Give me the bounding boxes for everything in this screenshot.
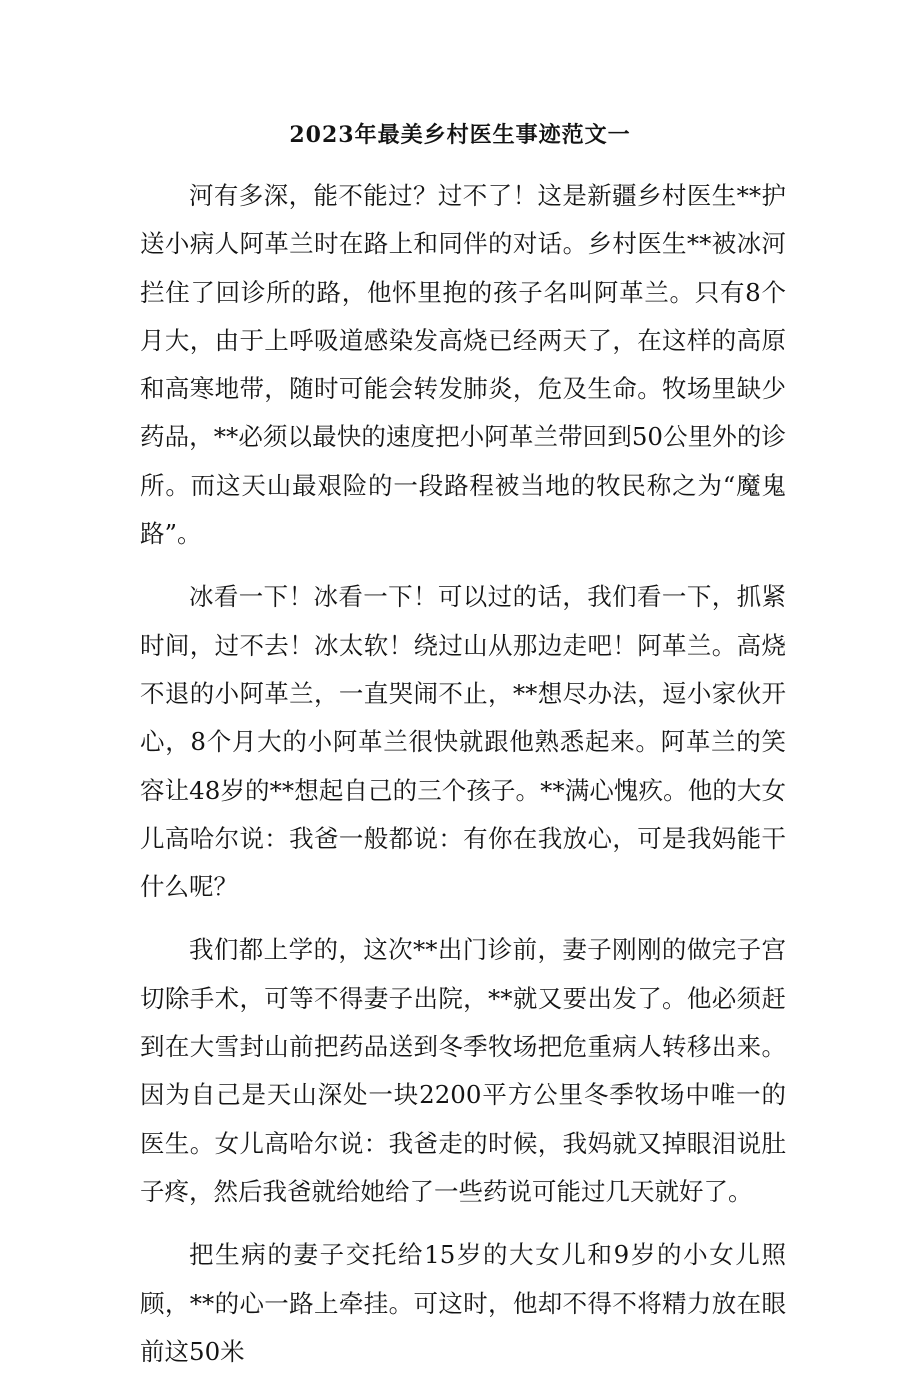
paragraph: 把生病的妻子交托给15岁的大女儿和9岁的小女儿照顾，**的心一路上牵挂。可这时，他却不得不将精力放在眼前这50米	[140, 1240, 786, 1366]
paragraph: 河有多深，能不能过？过不了！这是新疆乡村医生**护送小病人阿革兰时在路上和同伴的对话。乡村医生**被冰河拦住了回诊所的路，他怀里抱的孩子名叫阿革兰。只有8个月大，由于上呼吸道感染发高烧已经两天了，在这样的高原和高寒地带，随时可能会转发肺炎，危及生命。牧场里缺少药品，**必须以最快的速度把小阿革兰带回到50公里外的诊所。而这天山最艰险的一段路程被当地的牧民称之为“魔鬼路”。	[140, 181, 786, 549]
paragraph: 冰看一下！冰看一下！可以过的话，我们看一下，抓紧时间，过不去！冰太软！绕过山从那边走吧！阿革兰。高烧不退的小阿革兰，一直哭闹不止，**想尽办法，逗小家伙开心，8个月大的小阿革兰很快就跟他熟悉起来。阿革兰的笑容让48岁的**想起自己的三个孩子。**满心愧疚。他的大女儿高哈尔说：我爸一般都说：有你在我放心，可是我妈能干什么呢？	[140, 582, 786, 902]
document-body	[140, 172, 786, 1376]
document-title: 2023年最美乡村医生事迹范文一	[289, 122, 631, 148]
paragraph: 我们都上学的，这次**出门诊前，妻子刚刚的做完子宫切除手术，可等不得妻子出院，**就又要出发了。他必须赶到在大雪封山前把药品送到冬季牧场把危重病人转移出来。因为自己是天山深处一块2200平方公里冬季牧场中唯一的医生。女儿高哈尔说：我爸走的时候，我妈就又掉眼泪说肚子疼，然后我爸就给她给了一些药说可能过几天就好了。	[140, 935, 786, 1206]
